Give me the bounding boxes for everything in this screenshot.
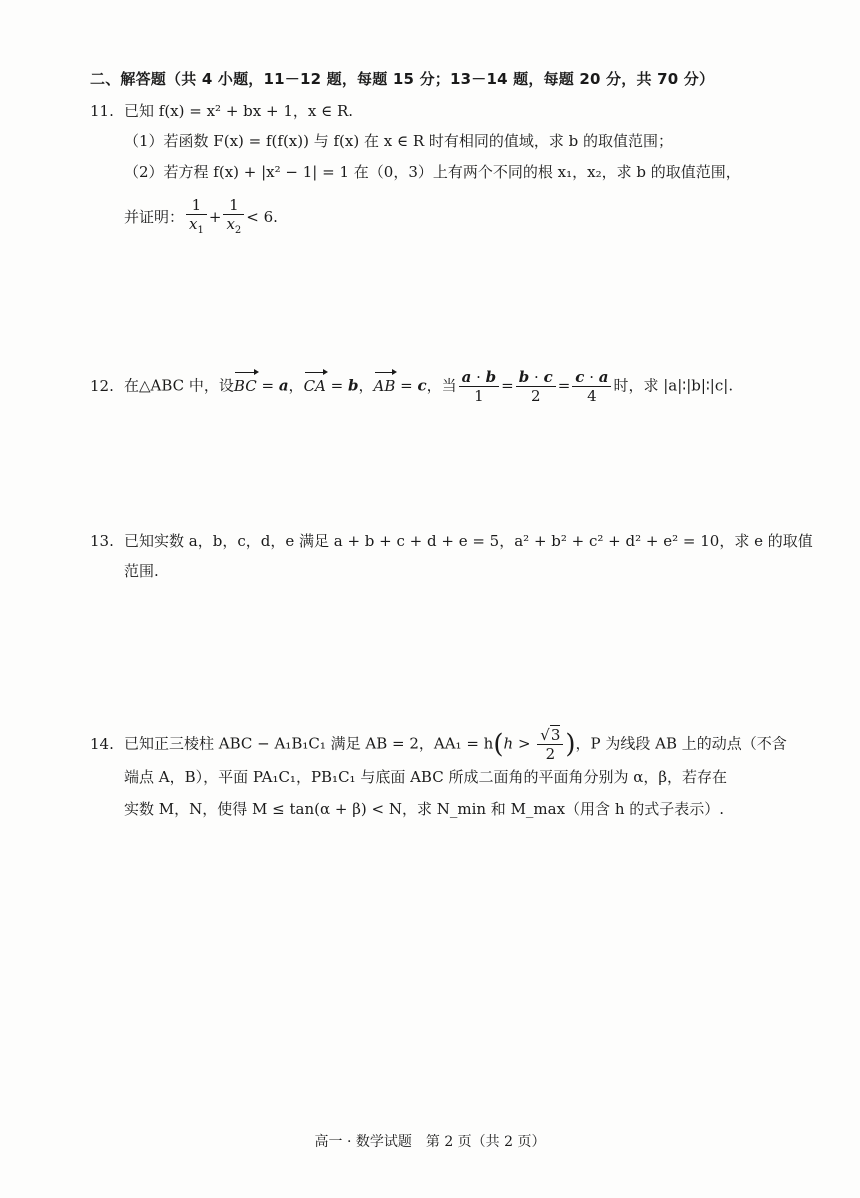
question-14-line1-suffix: ，P 为线段 AB 上的动点（不含 xyxy=(575,734,787,753)
question-number: 12. xyxy=(90,376,114,395)
fraction-1-over-x2: $\frac{1}{x_2}$ xyxy=(223,196,244,240)
section-heading: 二、解答题（共 4 小题，11－12 题，每题 15 分；13－14 题，每题 20 分，共 70 分） xyxy=(90,70,715,88)
question-11-part1: （1）若函数 F(x) = f(f(x)) 与 f(x) 在 x ∈ R 时有相同的值域，求 b 的取值范围； xyxy=(124,132,674,150)
vector-bc: BC xyxy=(233,376,257,395)
fraction-sqrt3-over-2: $\frac{√3}{2}$ xyxy=(537,726,563,763)
question-number: 13. xyxy=(90,532,114,550)
question-12-suffix: 时，求 |a|∶|b|∶|c|. xyxy=(613,376,734,395)
fraction-bc-over-2: $\frac{b \cdot c}{2}$ xyxy=(516,368,556,405)
question-13 xyxy=(90,530,813,552)
question-13-line2: 范围. xyxy=(124,562,159,580)
proof-suffix: < 6. xyxy=(246,208,278,226)
proof-prefix: 并证明： xyxy=(124,208,185,226)
fraction-ca-over-4: $\frac{c \cdot a}{4}$ xyxy=(572,368,611,405)
question-11-stem xyxy=(90,100,353,122)
question-14: 14. 已知正三棱柱 ABC − A₁B₁C₁ 满足 AB = 2，AA₁ = h(h > $\frac{√3}{2}$ )，P 为线段 AB 上的动点（不含 xyxy=(90,726,787,763)
question-11-part2: （2）若方程 f(x) + |x² − 1| = 1 在（0，3）上有两个不同的根 x₁，x₂，求 b 的取值范围， xyxy=(124,163,741,181)
fraction-1-over-x1: $\frac{1}{x_1}$ xyxy=(186,196,207,240)
question-11-text: 已知 f(x) = x² + bx + 1，x ∈ R. xyxy=(124,102,354,120)
question-13-line1: 已知实数 a，b，c，d，e 满足 a + b + c + d + e = 5，a² + b² + c² + d² + e² = 10，求 e 的取值 xyxy=(124,532,813,550)
question-number: 11. xyxy=(90,102,114,120)
question-14-line3: 实数 M，N，使得 M ≤ tan(α + β) < N，求 N_min 和 M_max（用含 h 的式子表示）. xyxy=(124,800,725,818)
page-footer: 高一 · 数学试题 第 2 页（共 2 页） xyxy=(314,1134,546,1150)
question-12-prefix: 在△ABC 中，设 xyxy=(124,376,234,395)
question-14-line2: 端点 A，B），平面 PA₁C₁，PB₁C₁ 与底面 ABC 所成二面角的平面角分别为 α，β，若存在 xyxy=(124,768,728,786)
question-12: 12. 在△ABC 中，设BC = a，CA = b，AB = c，当 $\frac{a \cdot b}{1}$ = $\frac{b \cdot c}{2}$ = $\frac{c \cdot a}{4}$ 时，求 |a|∶|b|∶|c|. xyxy=(90,368,734,405)
question-number: 14. xyxy=(90,734,114,753)
vector-ca: CA xyxy=(303,376,326,395)
vector-ab: AB xyxy=(373,376,396,395)
fraction-ab-over-1: $\frac{a \cdot b}{1}$ xyxy=(459,368,500,405)
question-14-line1-prefix: 已知正三棱柱 ABC − A₁B₁C₁ 满足 AB = 2，AA₁ = h xyxy=(124,734,494,753)
question-11-part2-continuation: 并证明： $\frac{1}{x_1}$ + $\frac{1}{x_2}$ < 6. xyxy=(124,196,278,240)
